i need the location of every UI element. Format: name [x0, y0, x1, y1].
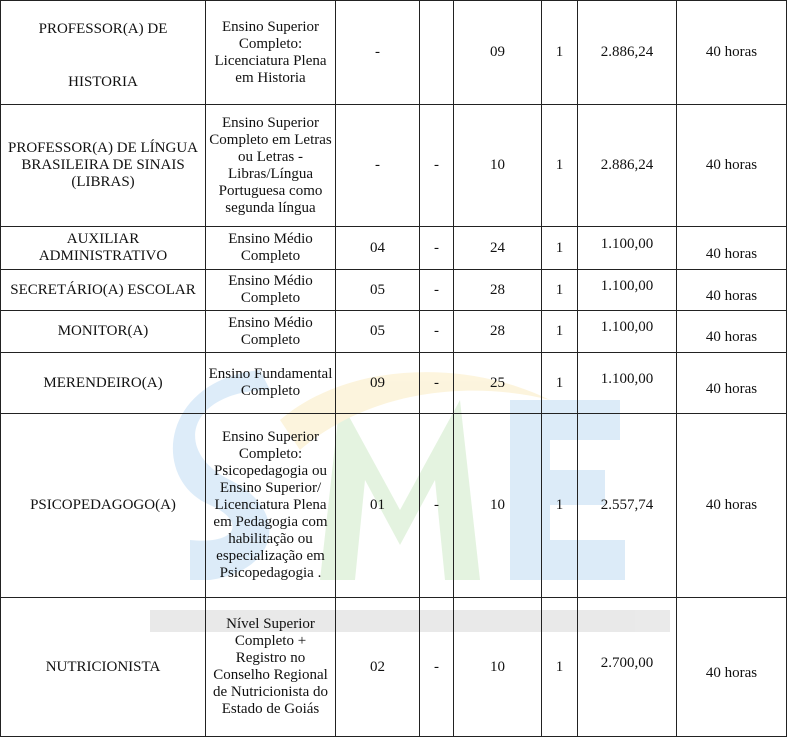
table-row [1, 105, 787, 227]
hours-cell [677, 311, 787, 353]
role-cell: PSICOPEDAGOGO(A) [1, 414, 206, 598]
hours-cell [677, 270, 787, 311]
table-row [1, 270, 787, 311]
vacancies-cell: 28 [454, 270, 542, 311]
salary-value: 1.100,00 [600, 319, 654, 335]
role-cell: SECRETÁRIO(A) ESCOLAR [1, 270, 206, 311]
salary-value: 1.100,00 [600, 370, 654, 387]
hours-cell [677, 353, 787, 414]
role-label-line2: HISTORIA [68, 73, 138, 90]
col3-cell: 05 [336, 270, 420, 311]
col4-cell: - [420, 598, 454, 737]
requirement-cell: Ensino Superior Completo em Letras ou Letras - Libras/Língua Portuguesa como segunda língua [206, 105, 336, 227]
col3-cell: 04 [336, 227, 420, 270]
vacancies-cell: 24 [454, 227, 542, 270]
table-row [1, 353, 787, 414]
col3-cell: - [336, 1, 420, 105]
salary-cell [578, 270, 677, 311]
table-row [1, 1, 787, 105]
requirement-cell: Ensino Superior Completo: Psicopedagogia ou Ensino Superior/ Licenciatura Plena em Pedagogia com habilitação ou especialização em Psicopedagogia . [206, 414, 336, 598]
col3-cell: - [336, 105, 420, 227]
role-cell [1, 1, 206, 105]
col6-cell: 1 [542, 227, 578, 270]
col4-cell: - [420, 105, 454, 227]
salary-value: 1.100,00 [600, 235, 654, 252]
role-cell: PROFESSOR(A) DE LÍNGUA BRASILEIRA DE SINAIS (LIBRAS) [1, 105, 206, 227]
col6-cell: 1 [542, 311, 578, 353]
vacancies-cell: 28 [454, 311, 542, 353]
table-row [1, 311, 787, 353]
col4-cell: - [420, 414, 454, 598]
col6-cell: 1 [542, 1, 578, 105]
hours-cell: 40 horas [677, 1, 787, 105]
hours-cell: 40 horas [677, 105, 787, 227]
requirement-cell: Ensino Superior Completo: Licenciatura Plena em Historia [206, 1, 336, 105]
hours-value: 40 horas [705, 664, 758, 681]
hours-cell: 40 horas [677, 414, 787, 598]
role-cell: MONITOR(A) [1, 311, 206, 353]
col4-cell: - [420, 311, 454, 353]
vacancies-cell: 10 [454, 105, 542, 227]
vacancies-cell: 25 [454, 353, 542, 414]
col3-cell: 05 [336, 311, 420, 353]
salary-cell [578, 227, 677, 270]
salary-cell [578, 311, 677, 353]
table-row [1, 598, 787, 737]
col6-cell: 1 [542, 105, 578, 227]
salary-value: 1.100,00 [600, 277, 654, 294]
vacancies-cell: 10 [454, 598, 542, 737]
salary-cell [578, 598, 677, 737]
hours-cell [677, 227, 787, 270]
col6-cell: 1 [542, 270, 578, 311]
salary-cell: 2.557,74 [578, 414, 677, 598]
requirement-cell: Ensino Fundamental Completo [206, 353, 336, 414]
col4-cell: - [420, 353, 454, 414]
col4-cell [420, 1, 454, 105]
salary-cell [578, 353, 677, 414]
hours-value: 40 horas [705, 287, 758, 304]
table-row [1, 414, 787, 598]
requirement-cell: Ensino Médio Completo [206, 227, 336, 270]
table-row [1, 227, 787, 270]
col4-cell: - [420, 227, 454, 270]
col3-cell: 02 [336, 598, 420, 737]
role-label-line1: PROFESSOR(A) DE [38, 20, 168, 37]
col3-cell: 09 [336, 353, 420, 414]
salary-cell: 2.886,24 [578, 1, 677, 105]
hours-value: 40 horas [705, 380, 758, 397]
role-cell: NUTRICIONISTA [1, 598, 206, 737]
col6-cell: 1 [542, 414, 578, 598]
requirement-cell: Ensino Médio Completo [206, 270, 336, 311]
role-cell: AUXILIAR ADMINISTRATIVO [1, 227, 206, 270]
role-cell: MERENDEIRO(A) [1, 353, 206, 414]
vacancies-cell: 10 [454, 414, 542, 598]
requirement-cell: Ensino Médio Completo [206, 311, 336, 353]
salary-cell: 2.886,24 [578, 105, 677, 227]
vacancies-cell: 09 [454, 1, 542, 105]
hours-value: 40 horas [705, 245, 758, 262]
col3-cell: 01 [336, 414, 420, 598]
hours-cell [677, 598, 787, 737]
hours-value: 40 horas [705, 329, 758, 345]
requirement-cell: Nível Superior Completo + Registro no Conselho Regional de Nutricionista do Estado de Goiás [206, 598, 336, 737]
col6-cell: 1 [542, 353, 578, 414]
salary-value: 2.700,00 [600, 654, 654, 671]
col4-cell: - [420, 270, 454, 311]
col6-cell: 1 [542, 598, 578, 737]
